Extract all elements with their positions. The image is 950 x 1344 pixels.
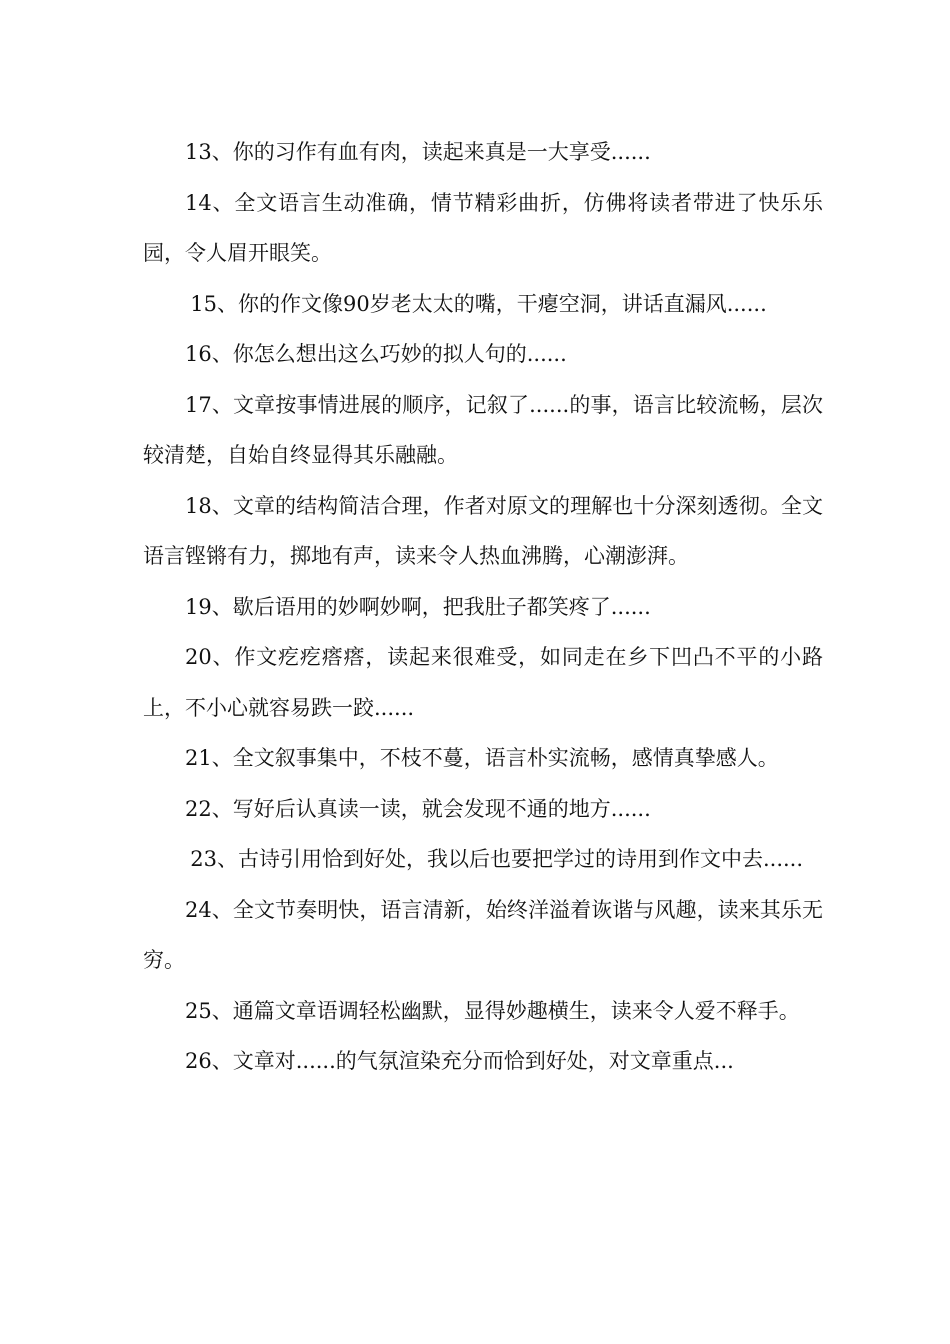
- comment-list: [143, 127, 823, 1087]
- comment-20: 20、作文疙疙瘩瘩，读起来很难受，如同走在乡下凹凸不平的小路上，不小心就容易跌一跤......: [143, 645, 823, 720]
- comment-22: 22、写好后认真读一读，就会发现不通的地方......: [185, 796, 651, 821]
- comment-16: 16、你怎么想出这么巧妙的拟人句的......: [185, 342, 567, 366]
- comment-26: 26、文章对......的气氛渲染充分而恰到好处，对文章重点...: [185, 1049, 734, 1073]
- comment-18: 18、文章的结构简洁合理，作者对原文的理解也十分深刻透彻。全文语言铿锵有力，掷地有声，读来令人热血沸腾，心潮澎湃。: [143, 493, 823, 568]
- comment-17: 17、文章按事情进展的顺序，记叙了......的事，语言比较流畅，层次较清楚，自始自终显得其乐融融。: [143, 392, 823, 467]
- comment-25: 25、通篇文章语调轻松幽默，显得妙趣横生，读来令人爱不释手。: [185, 998, 800, 1023]
- comment-23: 23、古诗引用恰到好处，我以后也要把学过的诗用到作文中去......: [190, 847, 804, 871]
- comment-21: 21、全文叙事集中，不枝不蔓，语言朴实流畅，感情真挚感人。: [185, 746, 779, 770]
- comment-24: 24、全文节奏明快，语言清新，始终洋溢着诙谐与风趣，读来其乐无穷。: [143, 897, 823, 972]
- comment-13: 13、你的习作有血有肉，读起来真是一大享受......: [185, 140, 651, 164]
- comment-15: 15、你的作文像90岁老太太的嘴，干瘪空洞，讲话直漏风......: [190, 291, 767, 316]
- comment-14: 14、全文语言生动准确，情节精彩曲折，仿佛将读者带进了快乐乐园，令人眉开眼笑。: [143, 190, 823, 265]
- comment-19: 19、歇后语用的妙啊妙啊，把我肚子都笑疼了......: [185, 594, 651, 619]
